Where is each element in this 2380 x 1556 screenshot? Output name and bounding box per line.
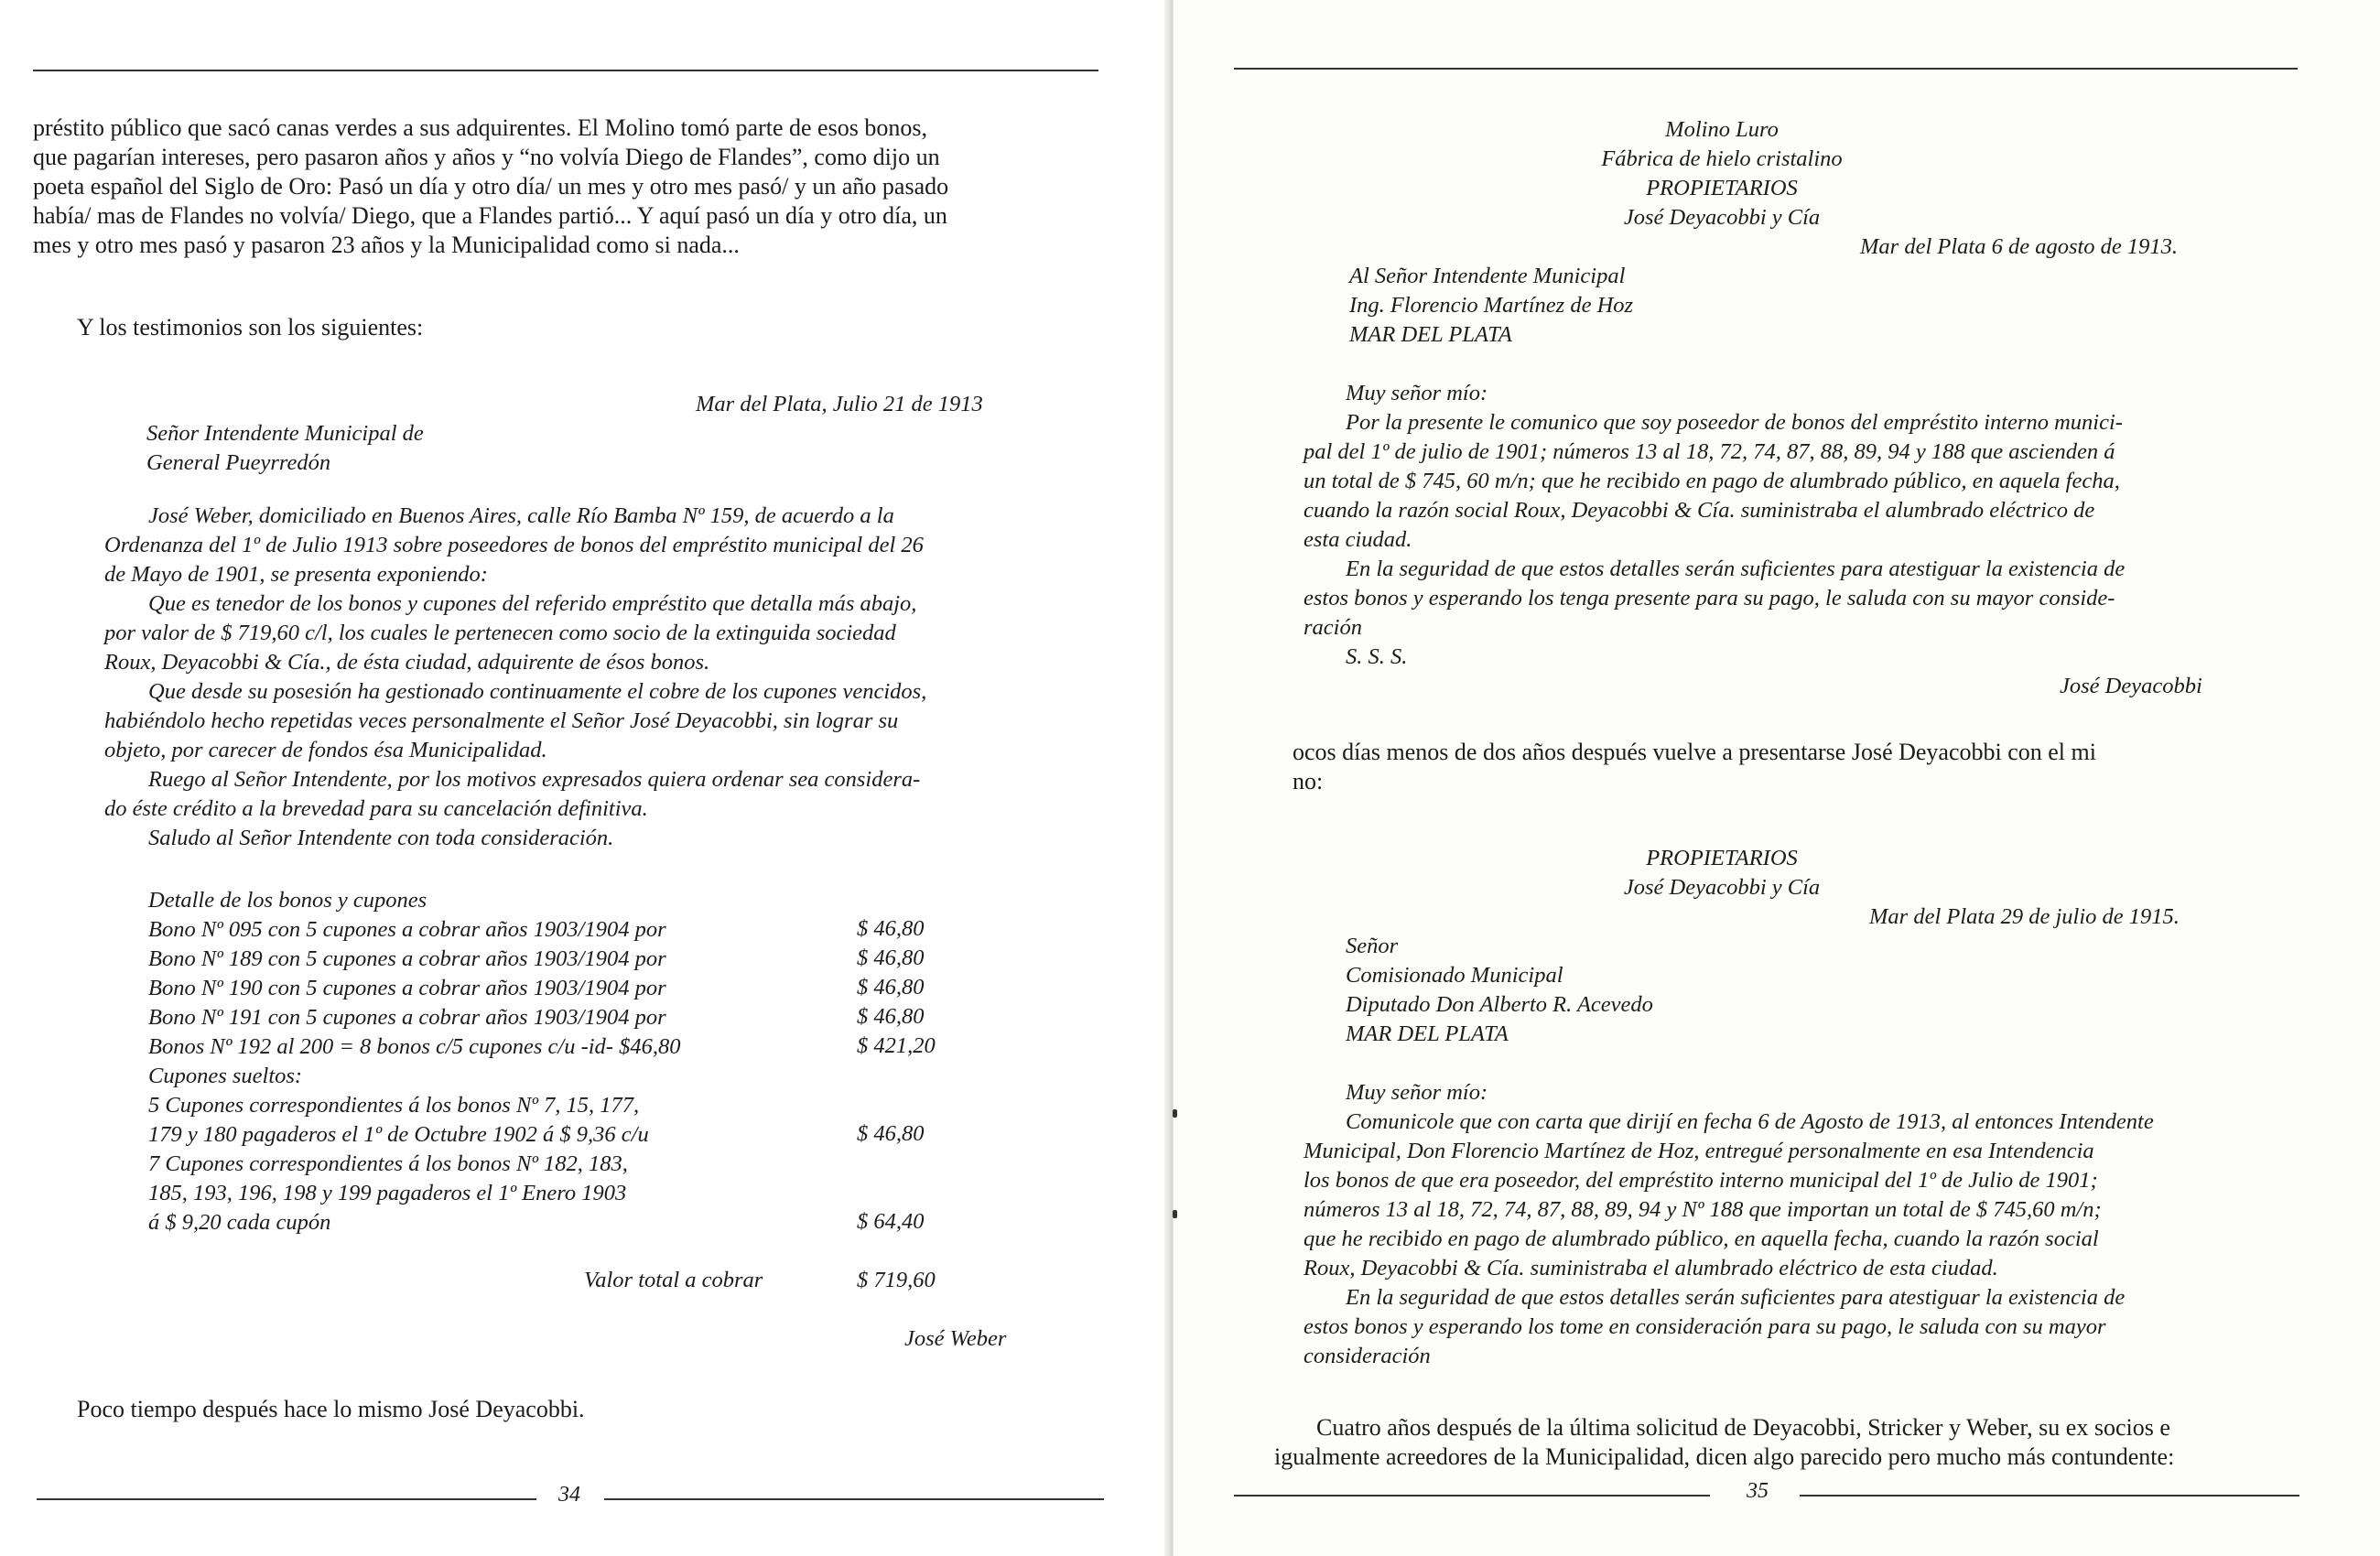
body-line: objeto, por carecer de fondos ésa Municipalidad.	[104, 738, 547, 762]
header-line: José Deyacobbi y Cía	[1623, 875, 1821, 900]
addressee-line: Al Señor Intendente Municipal	[1349, 264, 1626, 288]
header-line: Molino Luro	[1665, 117, 1779, 142]
closing-line: Cuatro años después de la última solicitud de Deyacobbi, Stricker y Weber, su ex socios e	[1316, 1414, 2170, 1441]
testimonios-heading: Y los testimonios son los siguientes:	[77, 314, 424, 340]
letter2-addressee	[1346, 932, 1653, 1049]
body-line: esta ciudad.	[1304, 527, 1412, 552]
body-line: números 13 al 18, 72, 74, 87, 88, 89, 94 y Nº 188 que importan un total de $ 745,60 m/n;	[1304, 1197, 2102, 1222]
intro-line: poeta español del Siglo de Oro: Pasó un día y otro día/ un mes y otro mes pasó/ y un año pasado	[33, 173, 949, 200]
header-line: Fábrica de hielo cristalino	[1601, 146, 1843, 171]
signature-weber: José Weber	[904, 1326, 1007, 1351]
body-line: consideración	[1304, 1344, 1431, 1368]
bond-amount: $ 46,80	[857, 1121, 925, 1146]
body-line: los bonos de que era poseedor, del empréstito interno municipal del 1º de Julio de 1901;	[1304, 1168, 2098, 1193]
detail-item: Bono Nº 095 con 5 cupones a cobrar años 1903/1904 por	[148, 917, 666, 942]
bond-amount: $ 46,80	[857, 945, 925, 970]
letter-addressee	[146, 419, 424, 478]
detail-item: Bono Nº 189 con 5 cupones a cobrar años 1903/1904 por	[148, 946, 666, 971]
letter1-signature: José Deyacobbi	[2060, 674, 2202, 698]
body-line: do éste crédito a la brevedad para su cancelación definitiva.	[104, 796, 648, 821]
addressee-line: Señor	[1346, 934, 1399, 958]
total-value: $ 719,60	[857, 1268, 936, 1292]
body-line: Ordenanza del 1º de Julio 1913 sobre poseedores de bonos del empréstito municipal del 26	[104, 533, 924, 557]
body-line: Saludo al Señor Intendente con toda consideración.	[148, 826, 614, 850]
detail-title: Detalle de los bonos y cupones	[148, 888, 427, 913]
body-line: un total de $ 745, 60 m/n; que he recibido en pago de alumbrado público, en aquela fecha,	[1304, 469, 2120, 493]
letter1-date: Mar del Plata 6 de agosto de 1913.	[1860, 234, 2179, 259]
letter2-body	[1304, 1108, 2154, 1371]
footer-rule-left	[37, 1498, 536, 1500]
detail-item: á $ 9,20 cada cupón	[148, 1210, 331, 1235]
closing-paragraph: Poco tiempo después hace lo mismo José Deyacobbi.	[77, 1396, 585, 1422]
addressee-line: MAR DEL PLATA	[1346, 1021, 1509, 1046]
addressee-line: Señor Intendente Municipal de	[146, 421, 424, 446]
addressee-line: MAR DEL PLATA	[1349, 322, 1512, 347]
middle-line: no:	[1293, 768, 1324, 794]
bond-amount: $ 46,80	[857, 916, 925, 941]
page-number: 34	[558, 1483, 580, 1507]
left-page	[0, 0, 1170, 1556]
closing-line: igualmente acreedores de la Municipalidad, dicen algo parecido pero mucho más contundente:	[1274, 1443, 2175, 1470]
body-line: Roux, Deyacobbi & Cía. suministraba el alumbrado eléctrico de esta ciudad.	[1304, 1256, 1998, 1280]
top-rule	[33, 70, 1098, 71]
header-line: José Deyacobbi y Cía	[1623, 205, 1821, 230]
addressee-line: Ing. Florencio Martínez de Hoz	[1349, 293, 1634, 318]
footer-rule-right	[1800, 1495, 2299, 1497]
letter-date: Mar del Plata, Julio 21 de 1913	[696, 392, 983, 416]
letter-body	[104, 502, 1029, 853]
body-line: Roux, Deyacobbi & Cía., de ésta ciudad, adquirente de ésos bonos.	[104, 650, 710, 675]
body-line: Por la presente le comunico que soy poseedor de bonos del empréstito interno munici-	[1346, 410, 2123, 435]
body-line: pal del 1º de julio de 1901; números 13 al 18, 72, 74, 87, 88, 89, 94 y 188 que ascienden á	[1304, 439, 2115, 464]
body-line: En la seguridad de que estos detalles serán suficientes para atestiguar la existencia de	[1346, 1285, 2126, 1310]
letter2-date: Mar del Plata 29 de julio de 1915.	[1869, 904, 2180, 929]
bond-amount: $ 46,80	[857, 1004, 925, 1029]
intro-line: había/ mas de Flandes no volvía/ Diego, que a Flandes partió... Y aquí pasó un día y otro día, un	[33, 202, 947, 229]
detail-item: 5 Cupones correspondientes á los bonos Nº 7, 15, 177,	[148, 1093, 640, 1118]
intro-line: mes y otro mes pasó y pasaron 23 años y la Municipalidad como si nada...	[33, 232, 740, 258]
addressee-line: Comisionado Municipal	[1346, 963, 1563, 988]
detail-item: Bono Nº 191 con 5 cupones a cobrar años 1903/1904 por	[148, 1005, 666, 1030]
intro-line: que pagarían intereses, pero pasaron años y años y “no volvía Diego de Flandes”, como dijo un	[33, 144, 940, 170]
body-line: José Weber, domiciliado en Buenos Aires, calle Río Bamba Nº 159, de acuerdo a la	[148, 503, 894, 528]
body-line: que he recibido en pago de alumbrado público, en aquella fecha, cuando la razón social	[1304, 1226, 2099, 1251]
closing-paragraph	[1274, 1413, 2174, 1472]
binding-staple	[1173, 1210, 1177, 1218]
page-number: 35	[1747, 1479, 1769, 1503]
detail-item: Bono Nº 190 con 5 cupones a cobrar años 1903/1904 por	[148, 976, 666, 1000]
header-line: PROPIETARIOS	[1646, 846, 1798, 870]
body-line: por valor de $ 719,60 c/l, los cuales le pertenecen como socio de la extinguida sociedad	[104, 621, 896, 645]
bond-amount: $ 46,80	[857, 975, 925, 1000]
middle-paragraph	[1293, 738, 2096, 796]
detail-item: 185, 193, 196, 198 y 199 pagaderos el 1º Enero 1903	[148, 1181, 627, 1205]
detail-item: 7 Cupones correspondientes á los bonos Nº 182, 183,	[148, 1151, 628, 1176]
letter2-salutation: Muy señor mío:	[1346, 1080, 1488, 1105]
header-line: PROPIETARIOS	[1646, 176, 1798, 200]
top-rule	[1234, 68, 2298, 70]
letter1-addressee	[1349, 262, 1633, 350]
bond-amount: $ 64,40	[857, 1209, 925, 1234]
letter2-header	[1174, 844, 2380, 902]
body-line: de Mayo de 1901, se presenta exponiendo:	[104, 562, 488, 587]
footer-rule-right	[604, 1498, 1104, 1500]
letter1-header	[1174, 115, 2380, 232]
body-line: Municipal, Don Florencio Martínez de Hoz, entregué personalmente en esa Intendencia	[1304, 1139, 2094, 1163]
body-line: Que desde su posesión ha gestionado continuamente el cobre de los cupones vencidos,	[148, 679, 927, 704]
middle-line: ocos días menos de dos años después vuelve a presentarse José Deyacobbi con el mi	[1293, 739, 2096, 765]
body-line: estos bonos y esperando los tome en consideración para su pago, le saluda con su mayor	[1304, 1314, 2106, 1339]
addressee-line: General Pueyrredón	[146, 450, 331, 475]
letter1-sss: S. S. S.	[1346, 644, 1408, 669]
bond-amount: $ 421,20	[857, 1033, 936, 1058]
body-line: cuando la razón social Roux, Deyacobbi & Cía. suministraba el alumbrado eléctrico de	[1304, 498, 2095, 523]
letter1-salutation: Muy señor mío:	[1346, 381, 1488, 405]
body-line: Ruego al Señor Intendente, por los motivos expresados quiera ordenar sea considera-	[148, 767, 921, 792]
body-line: estos bonos y esperando los tenga presente para su pago, le saluda con su mayor conside-	[1304, 586, 2115, 611]
total-label: Valor total a cobrar	[584, 1268, 763, 1292]
letter1-body	[1304, 408, 2125, 643]
detail-item: Bonos Nº 192 al 200 = 8 bonos c/5 cupones c/u -id- $46,80	[148, 1034, 681, 1059]
body-line: habiéndolo hecho repetidas veces personalmente el Señor José Deyacobbi, sin lograr su	[104, 708, 899, 733]
right-page	[1174, 0, 2380, 1556]
bond-detail-list	[148, 886, 680, 1237]
intro-paragraph	[33, 113, 948, 260]
body-line: ración	[1304, 615, 1362, 640]
body-line: En la seguridad de que estos detalles serán suficientes para atestiguar la existencia de	[1346, 556, 2126, 581]
detail-item: Cupones sueltos:	[148, 1064, 303, 1088]
addressee-line: Diputado Don Alberto R. Acevedo	[1346, 992, 1653, 1017]
detail-item: 179 y 180 pagaderos el 1º de Octubre 1902 á $ 9,36 c/u	[148, 1122, 649, 1147]
body-line: Que es tenedor de los bonos y cupones del referido empréstito que detalla más abajo,	[148, 591, 917, 616]
body-line: Comunicole que con carta que dirijí en fecha 6 de Agosto de 1913, al entonces Intendente	[1346, 1109, 2154, 1134]
intro-line: préstito público que sacó canas verdes a sus adquirentes. El Molino tomó parte de esos bonos,	[33, 114, 927, 141]
footer-rule-left	[1234, 1495, 1710, 1497]
binding-staple	[1173, 1109, 1177, 1118]
